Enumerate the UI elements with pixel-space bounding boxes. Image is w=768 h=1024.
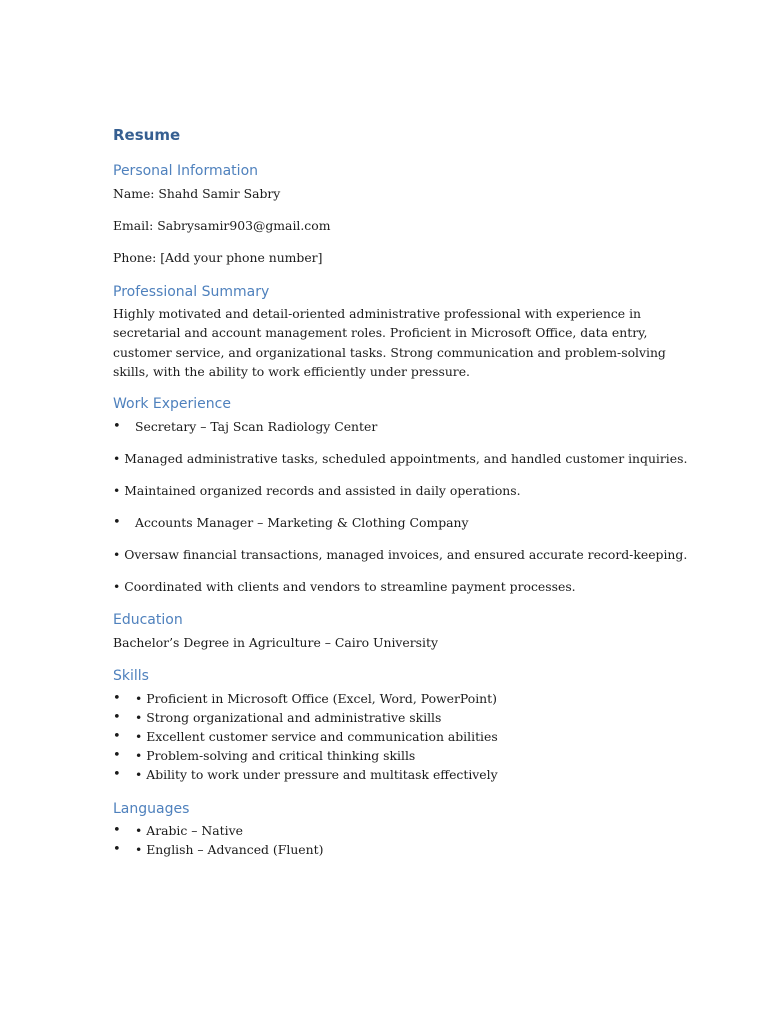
bullet-icon: • [113, 691, 121, 706]
job-title: Accounts Manager – Marketing & Clothing Company [135, 515, 469, 530]
personal-information-heading: Personal Information [113, 163, 259, 179]
job-detail: • Coordinated with clients and vendors to streamline payment processes. [113, 579, 576, 594]
professional-summary-heading: Professional Summary [113, 284, 270, 300]
skills-heading: Skills [113, 668, 149, 684]
language-text: • English – Advanced (Fluent) [135, 842, 324, 857]
job-detail: • Managed administrative tasks, scheduled appointments, and handled customer inquiries. [113, 451, 688, 466]
degree-line: Bachelor’s Degree in Agriculture – Cairo University [113, 635, 438, 650]
language-text: • Arabic – Native [135, 823, 243, 838]
document-title: Resume [113, 126, 181, 144]
job-title: Secretary – Taj Scan Radiology Center [135, 419, 378, 434]
skill-text: • Strong organizational and administrative skills [135, 710, 442, 725]
phone-line: Phone: [Add your phone number] [113, 250, 323, 265]
job-detail: • Maintained organized records and assisted in daily operations. [113, 483, 521, 498]
email-line: Email: Sabrysamir903@gmail.com [113, 218, 331, 233]
languages-heading: Languages [113, 801, 190, 817]
summary-line: Highly motivated and detail-oriented administrative professional with experience in [113, 306, 642, 321]
summary-line: skills, with the ability to work efficiently under pressure. [113, 363, 470, 379]
bullet-icon: • [113, 842, 121, 857]
bullet-icon: • [113, 710, 121, 725]
summary-line: customer service, and organizational tasks. Strong communication and problem-solving [113, 344, 666, 360]
skill-text: • Proficient in Microsoft Office (Excel, Word, PowerPoint) [135, 691, 497, 706]
work-experience-heading: Work Experience [113, 396, 231, 412]
bullet-icon: • [113, 515, 121, 530]
skill-text: • Ability to work under pressure and multitask effectively [135, 767, 498, 782]
bullet-icon: • [113, 823, 121, 838]
professional-summary-text [113, 304, 666, 381]
job-detail: • Oversaw financial transactions, managed invoices, and ensured accurate record-keeping. [113, 547, 688, 562]
name-line: Name: Shahd Samir Sabry [113, 186, 281, 201]
summary-line: secretarial and account management roles. Proficient in Microsoft Office, data entry, [113, 325, 648, 341]
skill-text: • Problem-solving and critical thinking skills [135, 748, 416, 763]
bullet-icon: • [113, 729, 121, 744]
education-heading: Education [113, 612, 183, 628]
bullet-icon: • [113, 419, 121, 434]
skill-text: • Excellent customer service and communication abilities [135, 729, 498, 744]
bullet-icon: • [113, 748, 121, 763]
bullet-icon: • [113, 767, 121, 782]
